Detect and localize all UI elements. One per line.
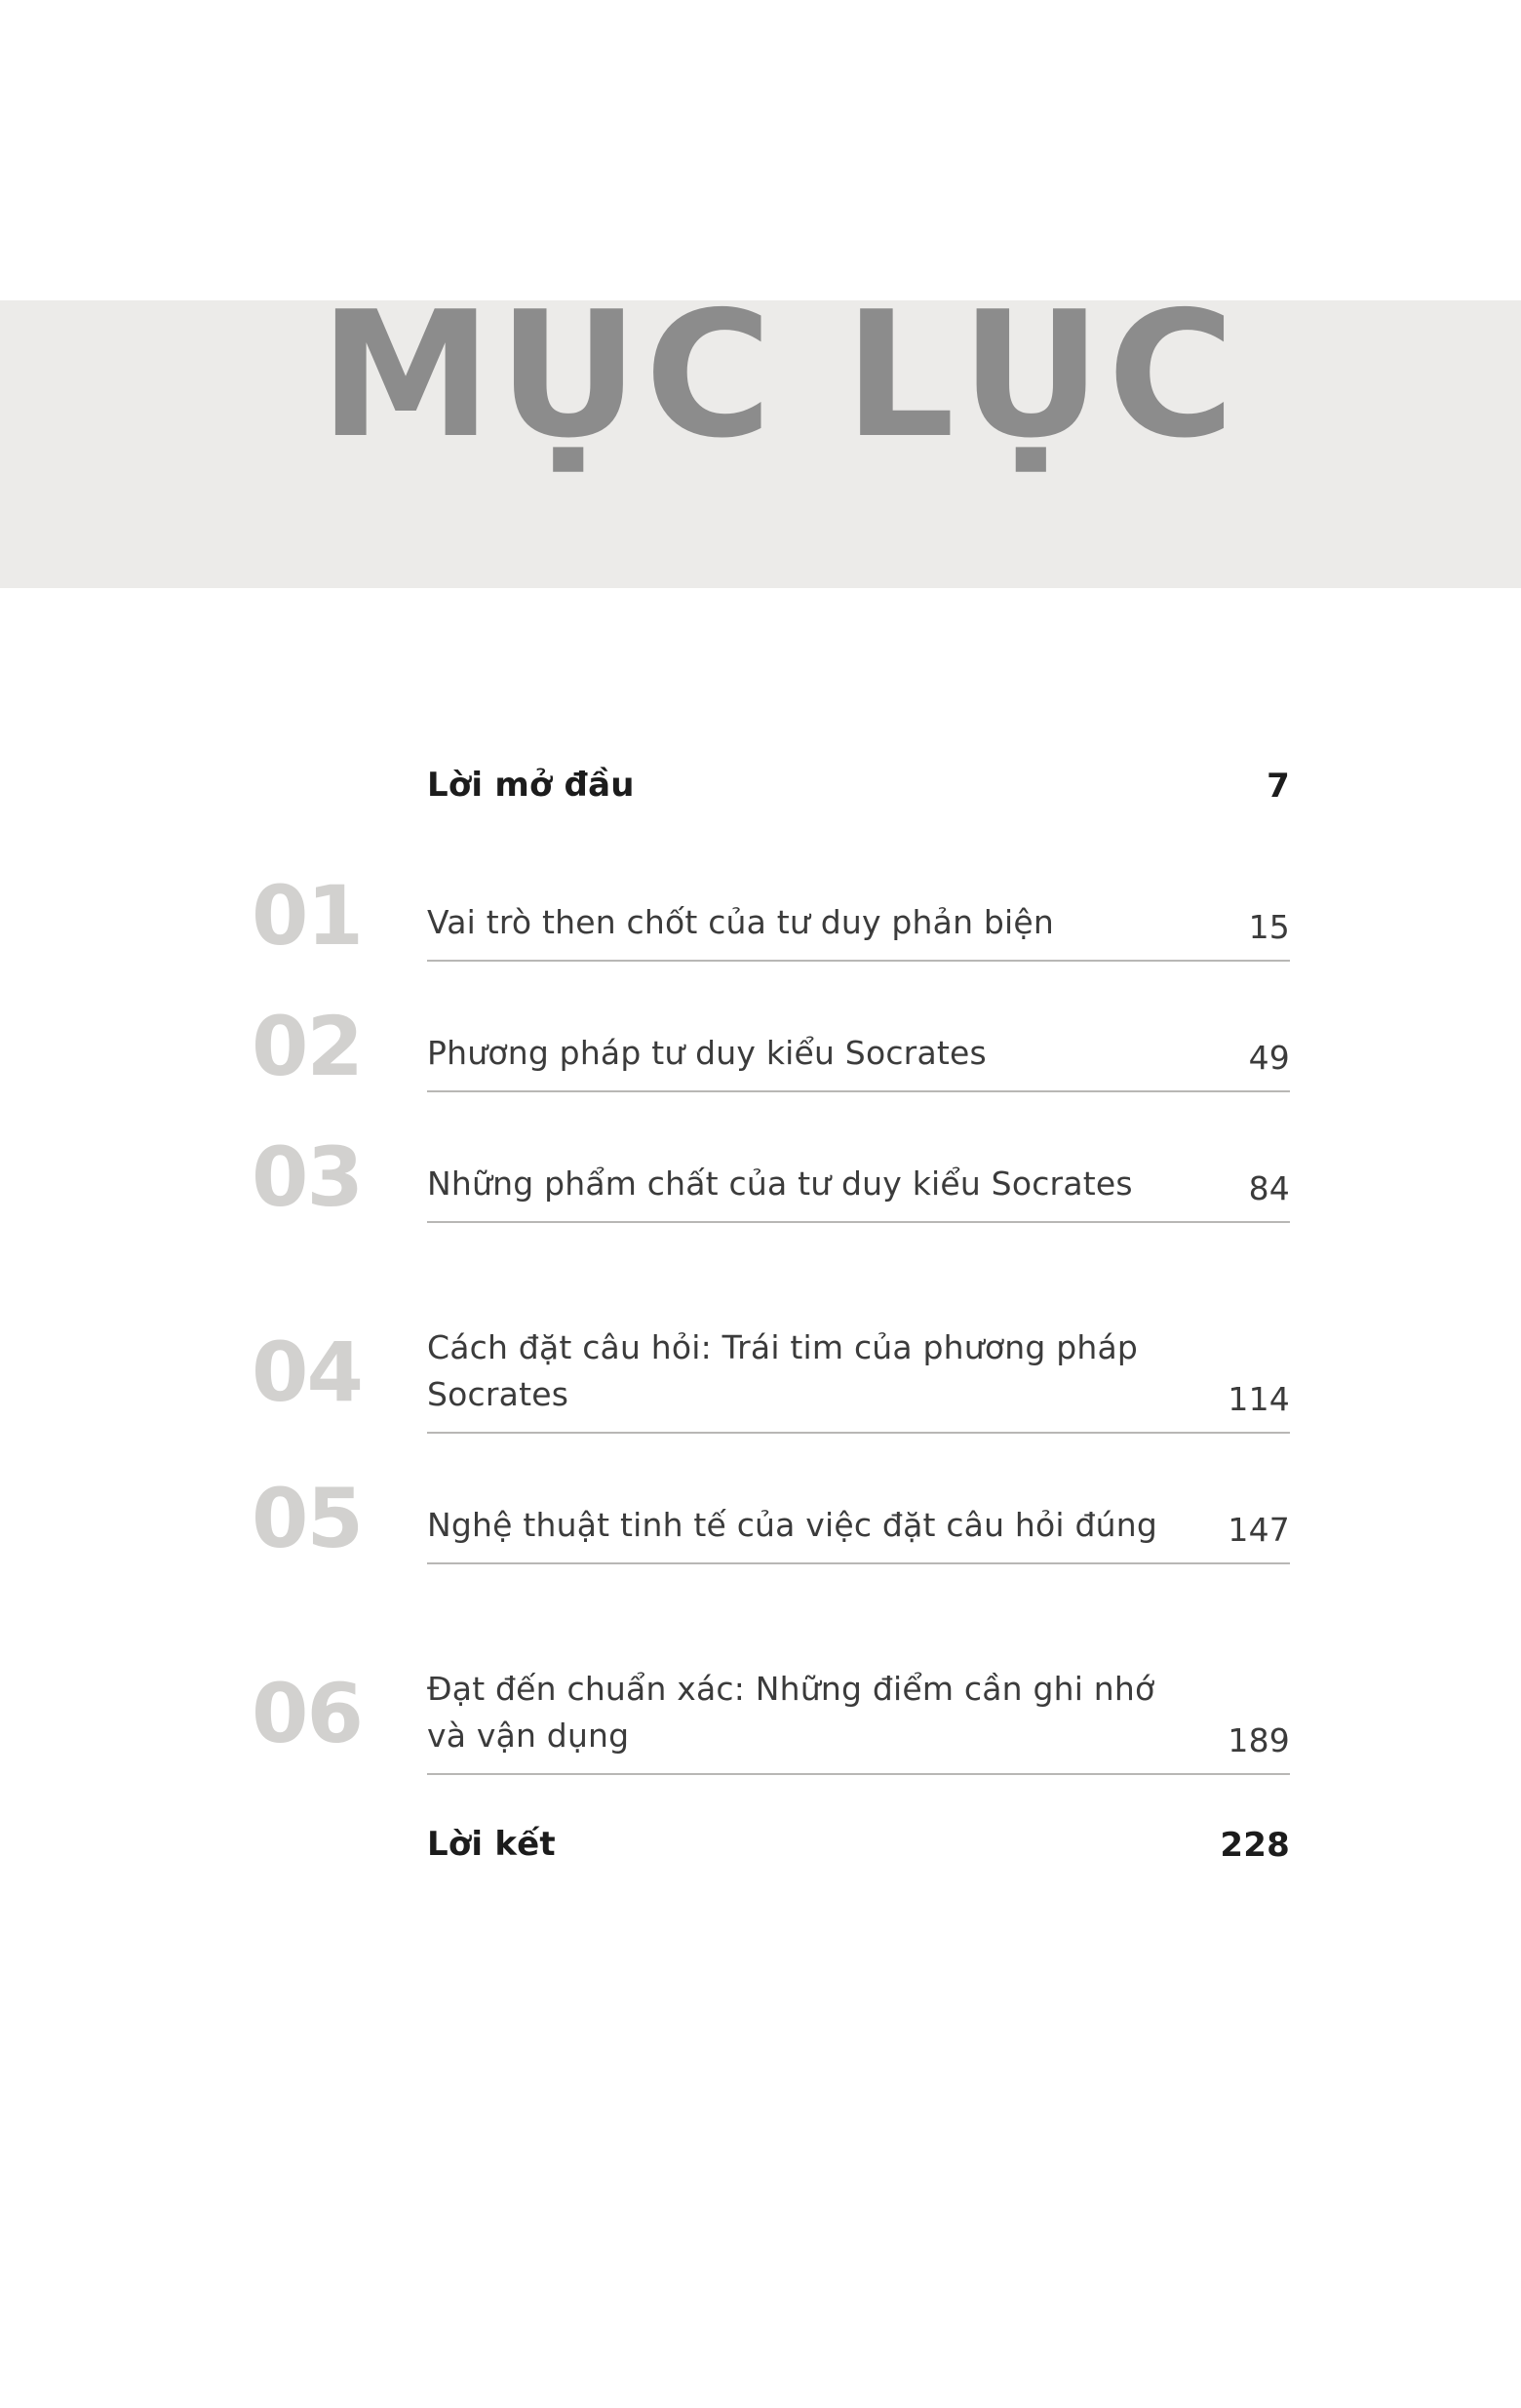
table-of-contents [252, 741, 1290, 1890]
toc-entry-chapter-05[interactable] [252, 1459, 1290, 1564]
toc-entry-number: 06 [252, 1665, 362, 1761]
toc-entry-number: 05 [252, 1470, 362, 1566]
spacer [252, 1775, 1290, 1800]
toc-entry-page: 189 [1228, 1721, 1290, 1759]
toc-entry-body [427, 1494, 1290, 1564]
toc-entry-number: 01 [252, 867, 362, 964]
spacer [252, 1434, 1290, 1459]
spacer [252, 1223, 1290, 1270]
toc-entry-label: Lời mở đầu [427, 766, 635, 806]
toc-entry-label: Cách đặt câu hỏi: Trái tim của phương pháp Socrates [427, 1328, 1139, 1414]
toc-entry-label: Vai trò then chốt của tư duy phản biện [427, 903, 1055, 942]
toc-entry-body [427, 1305, 1290, 1434]
spacer [252, 1564, 1290, 1611]
page-title: MỤC LỤC [319, 274, 1241, 476]
spacer [252, 831, 1290, 856]
toc-entry-body [427, 1646, 1290, 1775]
toc-entry-number: 04 [252, 1323, 362, 1420]
toc-entry-page: 15 [1248, 908, 1290, 946]
toc-entry-body [427, 1810, 1290, 1880]
toc-entry-chapter-04[interactable] [252, 1270, 1290, 1434]
toc-entry-body [427, 751, 1290, 821]
toc-entry-number: 02 [252, 998, 362, 1094]
toc-entry-body [427, 891, 1290, 962]
toc-entry-body [427, 1022, 1290, 1092]
toc-entry-page: 147 [1228, 1511, 1290, 1549]
toc-entry-page: 84 [1248, 1169, 1290, 1207]
toc-entry-label: Phương pháp tư duy kiểu Socrates [427, 1034, 987, 1073]
toc-entry-page: 7 [1267, 767, 1290, 806]
spacer [252, 962, 1290, 987]
toc-entry-chapter-02[interactable] [252, 987, 1290, 1092]
toc-entry-page: 114 [1228, 1380, 1290, 1418]
toc-entry-chapter-01[interactable] [252, 856, 1290, 962]
toc-entry-page: 228 [1220, 1826, 1290, 1865]
toc-entry-back-matter[interactable] [252, 1800, 1290, 1890]
toc-entry-front-matter[interactable] [252, 741, 1290, 831]
toc-entry-label: Đạt đến chuẩn xác: Những điểm cần ghi nhớ và vận dụng [427, 1670, 1155, 1756]
toc-entry-label: Lời kết [427, 1825, 556, 1865]
toc-entry-number-empty [252, 783, 427, 789]
toc-entry-chapter-06[interactable] [252, 1611, 1290, 1775]
toc-entry-label: Những phẩm chất của tư duy kiểu Socrates [427, 1165, 1133, 1204]
toc-entry-page: 49 [1248, 1039, 1290, 1077]
spacer [252, 1092, 1290, 1118]
toc-entry-body [427, 1153, 1290, 1223]
toc-entry-number: 03 [252, 1128, 362, 1225]
toc-entry-label: Nghệ thuật tinh tế của việc đặt câu hỏi đúng [427, 1506, 1157, 1545]
toc-entry-chapter-03[interactable] [252, 1118, 1290, 1223]
toc-entry-number-empty [252, 1842, 427, 1848]
